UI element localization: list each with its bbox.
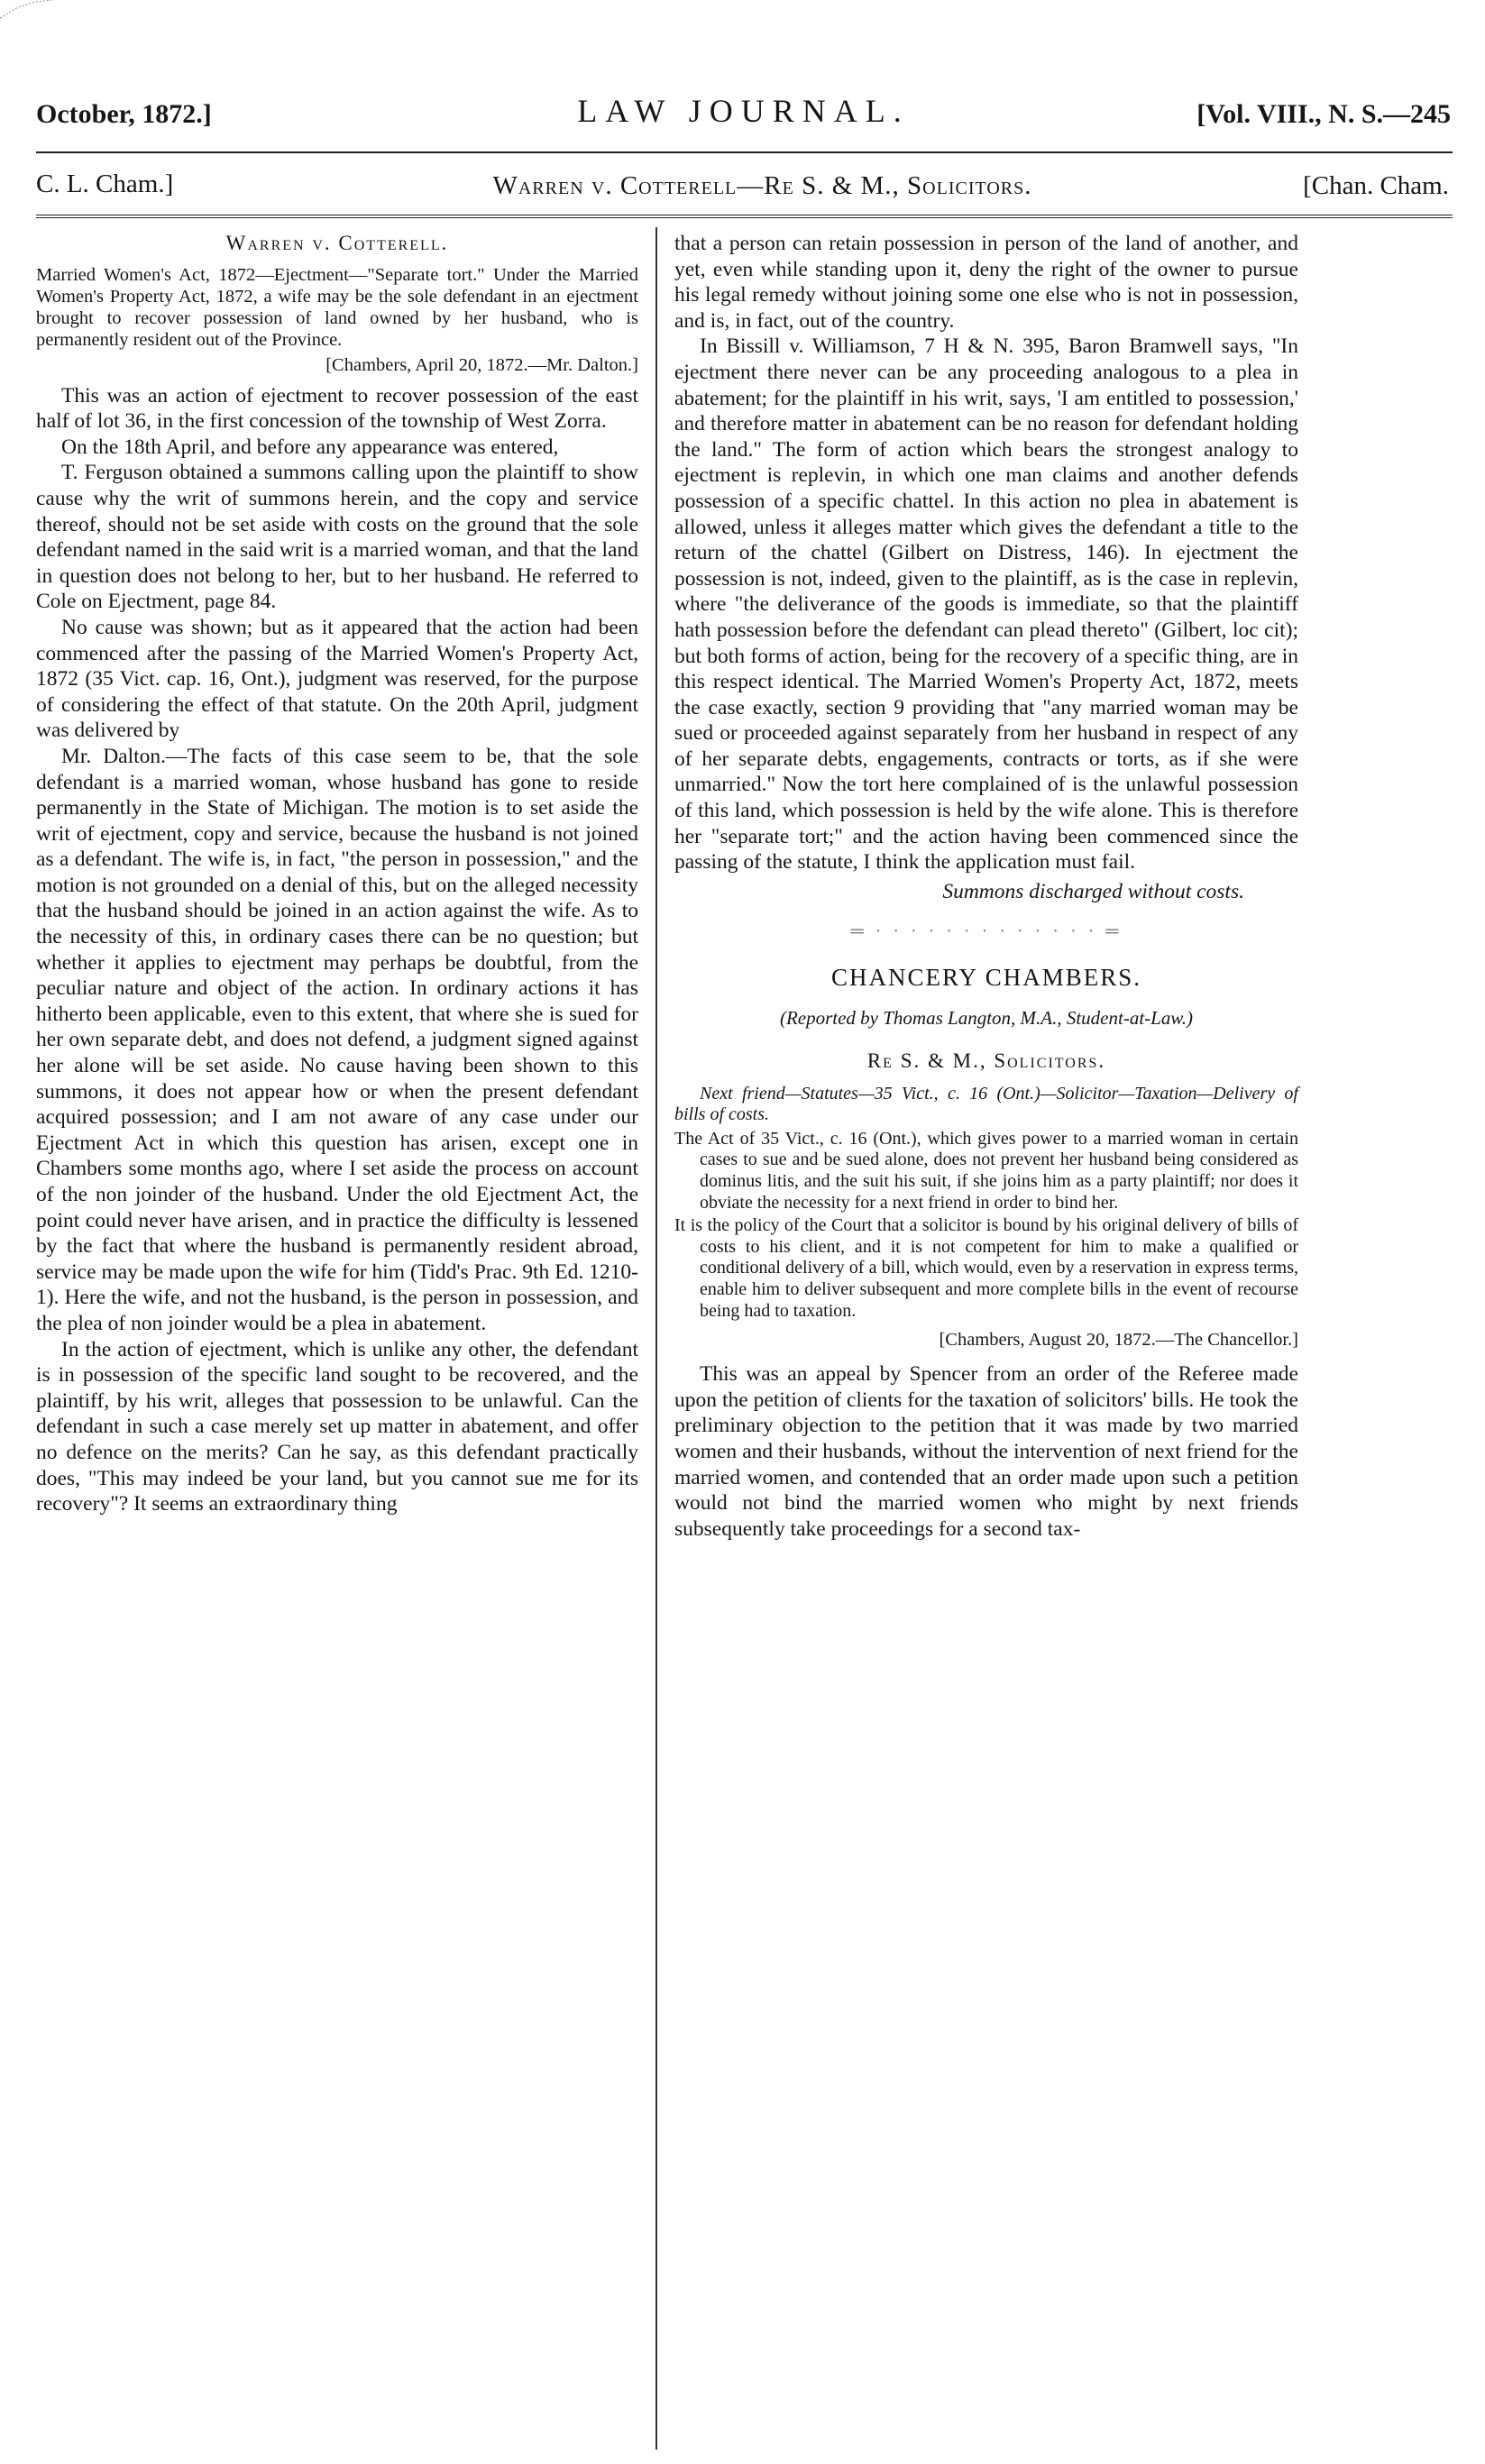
case-title: Re S. & M., Solicitors. [866,1049,1106,1073]
head-note: Married Women's Act, 1872—Ejectment—"Separate tort." Under the Married Women's Property Act, 1872, a wife may be the sole defendant in an ejectment brought to recover possession of land owned by her husband, who is permanently resident out of the Province. [36,264,638,350]
head-note-keywords: Next friend—Statutes—35 Vict., c. 16 (Ont.)—Solicitor—Taxation—Delivery of bills of costs. [674,1083,1298,1124]
paragraph: that a person can retain possession in person of the land of another, and yet, even while standing upon it, deny the right of the owner to pursue his legal remedy without joining some one else who is not in possession, and is, in fact, out of the country. [674,232,1298,333]
head-note: It is the policy of the Court that a solicitor is bound by his original delivery of bills of costs to his client, and it is not competent for him to make a qualified or conditional delivery of a bill, which would, even by a reservation in express terms, enable him to deliver subsequent and more complete bills in the event of recourse being had to taxation. [674,1215,1298,1321]
paragraph: Mr. Dalton.—The facts of this case seem to be, that the sole defendant is a married woman, whose husband has gone to reside permanently in the State of Michigan. The motion is to set aside the writ of ejectment, copy and service, because the husband is not joined as a defendant. The wife is, in fact, "the person in possession," and the motion is not grounded on a denial of this, but on the alleged necessity that the husband should be joined in an action against the wife. As to the necessity of this, in ordinary cases there can be no question; but whether it applies to ejectment may perhaps be doubtful, from the peculiar nature and object of the action. In ordinary actions it has hitherto been applicable, even to this extent, that where she is sued for her own separate debt, and does not defend, a judgment signed against her alone will be set aside. No cause having been shown to this summons, it does not appear how or when the present defendant acquired possession; and I am not aware of any case under our Ejectment Act in which this question has arisen, except one in Chambers some months ago, where I set aside the process on account of the non joinder of the husband. Under the old Ejectment Act, the point could never have arisen, and in practice the difficulty is lessened by the fact that where the husband is permanently resident abroad, service may be made upon the wife for him (Tidd's Prac. 9th Ed. 1210-1). Here the wife, and not the husband, is the person in possession, and the plea of non joinder would be a plea in abatement. [36,744,638,1335]
running-head-date: October, 1872.] [36,99,212,129]
running-head-title: LAW JOURNAL. [577,93,910,129]
signoff: Summons discharged without costs. [942,879,1244,903]
right-column [674,231,1298,1542]
paragraph: T. Ferguson obtained a summons calling upon the plaintiff to show cause why the writ of summons herein, and the copy and service thereof, should not be set aside with costs on the ground that the sole defendant named in the said writ is a married woman, and that the land in question does not belong to her, but to her husband. He referred to Cole on Ejectment, page 84. [36,461,638,614]
paragraph: In Bissill v. Williamson, 7 H & N. 395, Baron Bramwell says, "In ejectment there never can be any proceeding analogous to a plea in abatement; for the plaintiff in his writ, says, 'I am entitled to possession,' and therefore matter in abatement can be no reason for defendant holding the land." The form of action which bears the strongest analogy to ejectment is replevin, in which one man claims and another defends possession of a specific chattel. In this action no plea in abatement is allowed, unless it alleges matter which gives the defendant a title to the return of the chattel (Gilbert on Distress, 146). In ejectment the possession is not, indeed, given to the plaintiff, as is the case in replevin, where "the deliverance of the goods is immediate, so that the plaintiff hath possession before the defendant can plead thereto" (Gilbert, loc cit); but both forms of action, being for the recovery of a specific thing, are in this respect identical. The Married Women's Property Act, 1872, meets the case exactly, section 9 providing that "any married woman may be sued or proceeded against separately from her husband in respect of any of her separate debts, engagements, contracts or torts, as if she were unmarried." Now the tort here complained of is the unlawful possession of this land, which possession is held by the wife alone. This is therefore her "separate tort;" and the action having been commenced since the passing of the statute, I think the application must fail. [674,334,1298,875]
sub-head-court: C. L. Cham.] [36,169,174,198]
sub-head-cases: Warren v. Cotterell—Re S. & M., Solicitors. [492,171,1032,200]
column-divider [655,227,657,2450]
running-head [36,87,1451,141]
paragraph: No cause was shown; but as it appeared that the action had been commenced after the passing of the Married Women's Property Act, 1872 (35 Vict. cap. 16, Ont.), judgment was reserved, for the purpose of considering the effect of that statute. On the 20th April, judgment was delivered by [36,615,638,743]
head-note: The Act of 35 Vict., c. 16 (Ont.), which gives power to a married woman in certain cases to sue and be sued alone, does not prevent her husband being considered as dominus litis, and the suit his suit, if she joins him as a party plaintiff; nor does it obviate the necessity for a next friend in order to bind her. [674,1128,1298,1213]
sub-head-court-right: [Chan. Cham. [1303,171,1449,200]
running-head-volume: [Vol. VIII., N. S.—245 [1196,99,1451,129]
left-column [36,231,638,1517]
case-citation: [Chambers, April 20, 1872.—Mr. Dalton.] [325,354,638,375]
header-rule [36,151,1453,153]
scan-artifact-icon [0,0,54,20]
header-double-rule [36,215,1453,218]
section-title: CHANCERY CHAMBERS. [830,964,1142,992]
case-citation: [Chambers, August 20, 1872.—The Chancellor.] [939,1330,1298,1351]
paragraph: This was an action of ejectment to recover possession of the east half of lot 36, in the first concession of the township of West Zorra. [36,383,638,434]
paragraph: In the action of ejectment, which is unlike any other, the defendant is in possession of the specific land sought to be recovered, and the plaintiff, by his writ, alleges that possession to be unlawful. Can the defendant in such a case merely set up matter in abatement, and offer no defence on the merits? Can he say, as this defendant practically does, "This may indeed be your land, but you cannot sue me for its recovery"? It seems an extraordinary thing [36,1337,638,1516]
paragraph: On the 18th April, and before any appearance was entered, [61,435,559,459]
case-title: Warren v. Cotterell. [225,232,449,254]
sub-head [36,168,1453,207]
decorative-rule: ═ · · · · · · · · · · · · · ═ [850,921,1123,942]
paragraph: This was an appeal by Spencer from an order of the Referee made upon the petition of clients for the taxation of solicitors' bills. He took the preliminary objection to the petition that it was made by two married women and their husbands, without the intervention of next friend for the married women, and contended that an order made upon such a petition would not bind the married women who might by next friends subsequently take proceedings for a second tax- [674,1362,1298,1541]
reporter-line: (Reported by Thomas Langton, M.A., Student-at-Law.) [779,1006,1194,1029]
